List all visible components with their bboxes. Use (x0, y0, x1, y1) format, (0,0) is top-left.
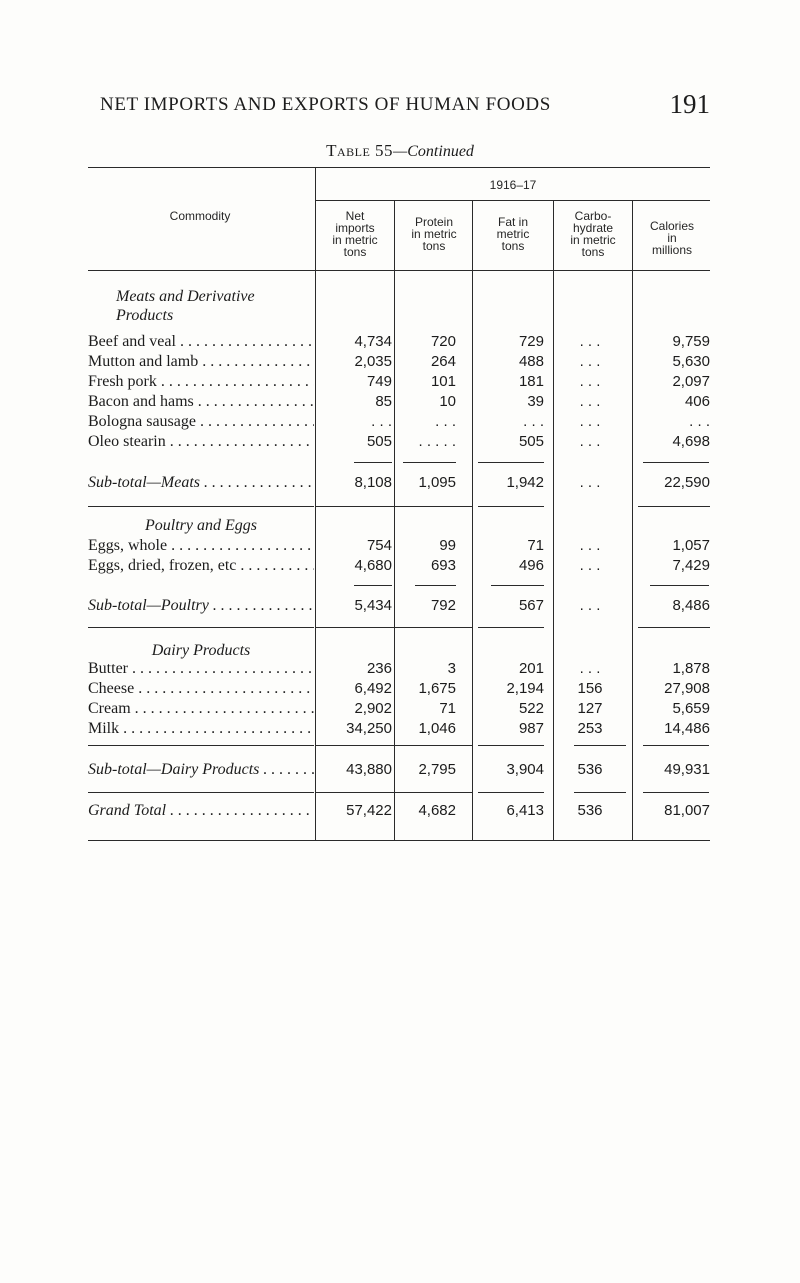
header-line: Protein (414, 215, 454, 229)
row-label (88, 352, 314, 372)
protein-cell: 264 (430, 353, 456, 370)
table-row (0, 372, 800, 392)
net-imports-cell: 754 (366, 537, 392, 554)
table-row (0, 332, 800, 352)
leader-dots (196, 413, 314, 430)
fat-cell: 2,194 (506, 680, 544, 697)
subtotal-rule (574, 745, 626, 746)
header-line: Fat in (497, 215, 528, 229)
header-line: millions (651, 243, 692, 257)
row-label-text: Cream (88, 700, 131, 717)
section-rule (395, 506, 472, 507)
protein-cell: 792 (430, 597, 456, 614)
net-imports-cell: 43,880 (346, 761, 392, 778)
net-imports-cell: 2,902 (354, 700, 392, 717)
row-label-text: Butter (88, 660, 128, 677)
row-label (88, 332, 314, 352)
subtotal-row (0, 473, 800, 493)
header-line: imports (335, 221, 375, 235)
leader-dots (209, 597, 314, 614)
row-label (88, 760, 314, 780)
header-line: Net (345, 209, 365, 223)
section-rule (316, 627, 394, 628)
grand-total-rule (88, 792, 314, 793)
subtotal-row (0, 760, 800, 780)
fat-cell: 181 (518, 373, 544, 390)
header-line: tons (581, 245, 605, 259)
leader-dots (198, 353, 314, 370)
row-label-text: Oleo stearin (88, 433, 166, 450)
fat-header (474, 216, 552, 252)
calories-cell: 7,429 (672, 557, 710, 574)
net-imports-cell: 34,250 (346, 720, 392, 737)
fat-cell: 488 (518, 353, 544, 370)
fat-cell: 567 (518, 597, 544, 614)
header-bottom-rule (88, 270, 710, 271)
leader-dots (166, 433, 314, 450)
carbohydrate-cell: 536 (577, 761, 603, 778)
carbohydrate-cell: . . . (579, 333, 601, 350)
calories-cell: 5,630 (672, 353, 710, 370)
protein-cell: . . . (435, 413, 456, 430)
leader-dots (128, 660, 314, 677)
header-line: in metric (411, 227, 457, 241)
protein-cell: 1,046 (418, 720, 456, 737)
subtotal-rule (478, 462, 544, 463)
net-imports-cell: 4,734 (354, 333, 392, 350)
fat-cell: 39 (527, 393, 544, 410)
row-label-text: Fresh pork (88, 373, 157, 390)
section-rule (478, 506, 544, 507)
carbohydrate-cell: 253 (577, 720, 603, 737)
carbohydrate-cell: . . . (579, 373, 601, 390)
table-row (0, 352, 800, 372)
row-label-text: Bologna sausage (88, 413, 196, 430)
row-label (88, 556, 314, 576)
calories-cell: 1,878 (672, 660, 710, 677)
carbohydrate-cell: . . . (579, 597, 601, 614)
carbohydrate-cell: 156 (577, 680, 603, 697)
row-label (88, 801, 314, 821)
header-line: in metric (332, 233, 378, 247)
row-label-text: Sub-total—Poultry (88, 597, 209, 614)
table-caption-continued: —Continued (393, 143, 474, 160)
calories-cell: 2,097 (672, 373, 710, 390)
net-imports-cell: 505 (366, 433, 392, 450)
table-row (0, 679, 800, 699)
row-label-text: Bacon and hams (88, 393, 194, 410)
table-label: Table 55 (326, 141, 394, 160)
subtotal-row (0, 596, 800, 616)
leader-dots (134, 680, 314, 697)
period-header: 1916–17 (489, 178, 537, 192)
section-rule (88, 506, 314, 507)
table-row (0, 392, 800, 412)
col-rule-1 (315, 168, 316, 841)
subtotal-rule (491, 585, 544, 586)
protein-cell: 2,795 (418, 761, 456, 778)
carbohydrate-cell: . . . (579, 557, 601, 574)
net-imports-cell: 6,492 (354, 680, 392, 697)
net-imports-cell: 236 (366, 660, 392, 677)
net-imports-cell: 2,035 (354, 353, 392, 370)
subtotal-rule (415, 585, 456, 586)
leader-dots (259, 761, 314, 778)
calories-cell: 81,007 (664, 802, 710, 819)
table-top-rule (88, 167, 710, 168)
subtotal-rule (316, 745, 394, 746)
header-line: Calories (649, 219, 694, 233)
leader-dots (194, 393, 314, 410)
net-imports-cell: 749 (366, 373, 392, 390)
protein-cell: 693 (430, 557, 456, 574)
fat-cell: 201 (518, 660, 544, 677)
calories-cell: 4,698 (672, 433, 710, 450)
calories-cell: 5,659 (672, 700, 710, 717)
row-label (88, 719, 314, 739)
row-label (88, 372, 314, 392)
section-title-dairy: Dairy Products (151, 642, 251, 659)
table-row (0, 659, 800, 679)
calories-cell: 22,590 (664, 474, 710, 491)
subtotal-rule (354, 585, 392, 586)
protein-cell: 1,095 (418, 474, 456, 491)
calories-cell: 8,486 (672, 597, 710, 614)
period-rule (316, 200, 710, 201)
section-title-line: Products (116, 307, 174, 324)
net-imports-cell: 85 (375, 393, 392, 410)
table-row (0, 556, 800, 576)
protein-cell: 720 (430, 333, 456, 350)
table-bottom-rule (88, 840, 710, 841)
carbohydrate-cell: . . . (579, 660, 601, 677)
carbohydrate-cell: . . . (579, 353, 601, 370)
subtotal-rule (643, 745, 709, 746)
fat-cell: . . . (523, 413, 544, 430)
calories-cell: 14,486 (664, 720, 710, 737)
row-label-text: Sub-total—Dairy Products (88, 761, 260, 778)
row-label-text: Milk (88, 720, 120, 737)
protein-cell: 10 (439, 393, 456, 410)
grand-total-rule (478, 792, 544, 793)
grand-total-rule (643, 792, 709, 793)
leader-dots (200, 474, 314, 491)
col-rule-4 (553, 201, 554, 841)
calories-cell: 27,908 (664, 680, 710, 697)
header-line: metric (496, 227, 530, 241)
carbohydrate-cell: . . . (579, 537, 601, 554)
header-line: in metric (570, 233, 616, 247)
carbohydrate-cell: . . . (579, 393, 601, 410)
protein-cell: 3 (447, 660, 456, 677)
row-label (88, 432, 314, 452)
net-imports-header (318, 210, 392, 258)
subtotal-rule (395, 745, 472, 746)
section-rule (395, 627, 472, 628)
section-rule (638, 506, 710, 507)
grand-total-rule (316, 792, 394, 793)
table-row (0, 699, 800, 719)
calories-cell: 406 (684, 393, 710, 410)
fat-cell: 3,904 (506, 761, 544, 778)
net-imports-cell: 57,422 (346, 802, 392, 819)
table-row (0, 536, 800, 556)
section-title-poultry: Poultry and Eggs (145, 517, 257, 534)
row-label (88, 536, 314, 556)
running-title: NET IMPORTS AND EXPORTS OF HUMAN FOODS (100, 94, 551, 115)
leader-dots (167, 537, 314, 554)
carbohydrate-cell: . . . (579, 413, 601, 430)
protein-cell: 71 (439, 700, 456, 717)
fat-cell: 505 (518, 433, 544, 450)
section-title-line: Meats and Derivative (116, 288, 255, 305)
row-label-text: Cheese (88, 680, 135, 697)
header-line: tons (501, 239, 525, 253)
page-number: 191 (669, 89, 710, 119)
calories-cell: . . . (689, 413, 710, 430)
subtotal-rule (650, 585, 709, 586)
subtotal-rule (643, 462, 709, 463)
net-imports-cell: 4,680 (354, 557, 392, 574)
calories-cell: 49,931 (664, 761, 710, 778)
net-imports-cell: 8,108 (354, 474, 392, 491)
table-row (0, 412, 800, 432)
section-rule (88, 627, 314, 628)
row-label-text: Eggs, dried, frozen, etc (88, 557, 237, 574)
calories-header (634, 220, 710, 256)
header-line: tons (422, 239, 446, 253)
carbohydrate-cell: 536 (577, 802, 603, 819)
protein-cell: 1,675 (418, 680, 456, 697)
carbohydrate-cell: . . . (579, 474, 601, 491)
carbohydrate-cell: . . . (579, 433, 601, 450)
row-label (88, 679, 314, 699)
carbohydrate-cell: 127 (577, 700, 603, 717)
subtotal-rule (478, 745, 544, 746)
row-label-text: Mutton and lamb (88, 353, 199, 370)
leader-dots (157, 373, 314, 390)
fat-cell: 496 (518, 557, 544, 574)
header-line: Carbo- (574, 209, 612, 223)
col-rule-5 (632, 201, 633, 841)
protein-cell: 99 (439, 537, 456, 554)
row-label-text: Beef and veal (88, 333, 176, 350)
header-line: in (667, 231, 677, 245)
protein-cell: . . . . . (418, 433, 456, 450)
fat-cell: 1,942 (506, 474, 544, 491)
net-imports-cell: . . . (371, 413, 392, 430)
protein-header (396, 216, 472, 252)
row-label (88, 473, 314, 493)
row-label (88, 659, 314, 679)
fat-cell: 6,413 (506, 802, 544, 819)
fat-cell: 987 (518, 720, 544, 737)
col-rule-3 (472, 201, 473, 841)
protein-cell: 101 (430, 373, 456, 390)
fat-cell: 729 (518, 333, 544, 350)
row-label-text: Grand Total (88, 802, 167, 819)
section-rule (316, 506, 394, 507)
section-rule (478, 627, 544, 628)
calories-cell: 1,057 (672, 537, 710, 554)
header-line: hydrate (572, 221, 614, 235)
subtotal-rule (354, 462, 392, 463)
fat-cell: 71 (527, 537, 544, 554)
subtotal-rule (403, 462, 456, 463)
leader-dots (176, 333, 314, 350)
section-rule (638, 627, 710, 628)
calories-cell: 9,759 (672, 333, 710, 350)
protein-cell: 4,682 (418, 802, 456, 819)
header-line: tons (343, 245, 367, 259)
row-label (88, 392, 314, 412)
table-row (0, 432, 800, 452)
row-label-text: Eggs, whole (88, 537, 168, 554)
grand-total-rule (395, 792, 472, 793)
leader-dots (119, 720, 314, 737)
subtotal-rule (88, 745, 314, 746)
row-label-text: Sub-total—Meats (88, 474, 200, 491)
fat-cell: 522 (518, 700, 544, 717)
leader-dots (131, 700, 314, 717)
row-label (88, 699, 314, 719)
net-imports-cell: 5,434 (354, 597, 392, 614)
carbohydrate-header (555, 210, 631, 258)
grand-total-rule (574, 792, 626, 793)
commodity-header: Commodity (169, 209, 231, 223)
grand-total-row (0, 801, 800, 821)
leader-dots (166, 802, 314, 819)
table-row (0, 719, 800, 739)
leader-dots (236, 557, 314, 574)
row-label (88, 596, 314, 616)
section-title-meats (88, 287, 318, 325)
row-label (88, 412, 314, 432)
